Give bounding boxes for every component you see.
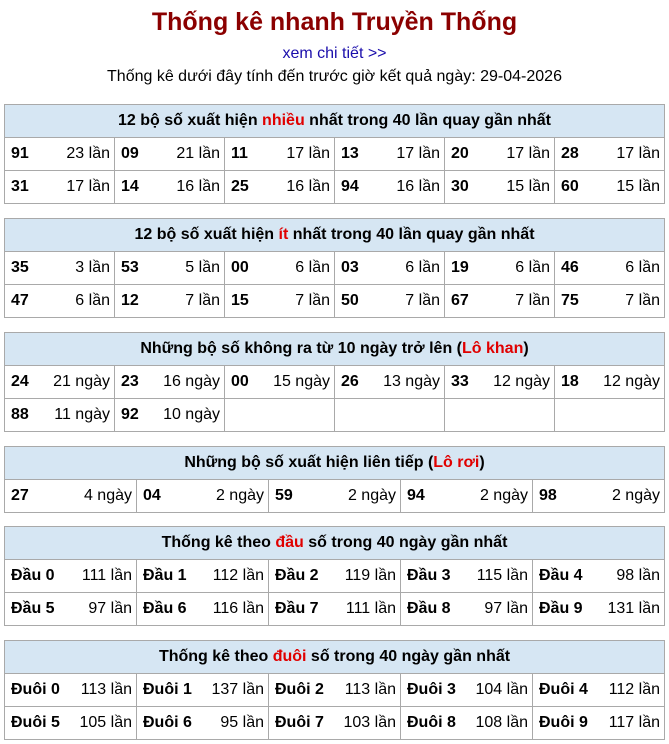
- stat-count: 117 lần: [608, 714, 660, 731]
- table-row: [5, 366, 665, 399]
- stat-cell: [269, 480, 401, 513]
- stat-cell: [137, 480, 269, 513]
- details-link[interactable]: xem chi tiết >>: [282, 45, 387, 62]
- stat-number: Đuôi 3: [407, 681, 456, 698]
- stat-count: 6 lần: [405, 259, 440, 276]
- stat-count: 111 lần: [81, 567, 132, 584]
- stat-count: 111 lần: [345, 600, 396, 617]
- stat-cell: [137, 674, 269, 707]
- stat-cell: [269, 707, 401, 740]
- stat-cell: [401, 593, 533, 626]
- stat-number: 59: [275, 487, 293, 504]
- stat-count: 16 ngày: [163, 373, 220, 390]
- stat-number: Đầu 0: [11, 567, 55, 584]
- stat-number: Đầu 4: [539, 567, 583, 584]
- stat-cell: [5, 593, 137, 626]
- heading-text: Những bộ số không ra từ 10 ngày trở lên (: [140, 340, 462, 357]
- stat-cell: [137, 593, 269, 626]
- stat-count: 16 lần: [176, 178, 220, 195]
- stat-count: 116 lần: [212, 600, 264, 617]
- stat-count: 3 lần: [75, 259, 110, 276]
- stat-count: 103 lần: [343, 714, 396, 731]
- stat-cell: [555, 366, 665, 399]
- stat-number: Đầu 8: [407, 600, 451, 617]
- stat-cell: [115, 366, 225, 399]
- stat-count: 12 ngày: [493, 373, 550, 390]
- stat-number: 35: [11, 259, 29, 276]
- stat-count: 17 lần: [396, 145, 440, 162]
- roi-heading: [5, 447, 665, 480]
- stat-count: 17 lần: [286, 145, 330, 162]
- duoi-heading: [5, 641, 665, 674]
- heading-highlight: nhiều: [262, 112, 305, 129]
- khan-heading: [5, 333, 665, 366]
- table-row: [5, 674, 665, 707]
- stat-cell: [335, 399, 445, 432]
- stat-count: 137 lần: [211, 681, 264, 698]
- table-row: [5, 138, 665, 171]
- heading-highlight: đuôi: [272, 648, 307, 665]
- stat-cell: [5, 399, 115, 432]
- stat-number: Đầu 6: [143, 600, 187, 617]
- lo-roi-section: [4, 446, 665, 513]
- stat-number: 19: [451, 259, 469, 276]
- stat-number: 53: [121, 259, 139, 276]
- stat-number: 00: [231, 373, 249, 390]
- stat-number: 26: [341, 373, 359, 390]
- stat-cell: [137, 560, 269, 593]
- stat-count: 113 lần: [344, 681, 396, 698]
- stat-count: 6 lần: [75, 292, 110, 309]
- stat-number: Đuôi 0: [11, 681, 60, 698]
- stat-number: 92: [121, 406, 139, 423]
- stat-number: 75: [561, 292, 579, 309]
- stat-cell: [335, 366, 445, 399]
- stat-cell: [401, 560, 533, 593]
- stat-number: 50: [341, 292, 359, 309]
- stat-number: Đầu 5: [11, 600, 55, 617]
- heading-text: ): [523, 340, 529, 357]
- stat-number: 18: [561, 373, 579, 390]
- stat-count: 7 lần: [625, 292, 660, 309]
- stat-number: 04: [143, 487, 161, 504]
- table-row: [5, 252, 665, 285]
- stat-cell: [555, 171, 665, 204]
- stat-cell: [115, 171, 225, 204]
- stat-count: 2 ngày: [611, 487, 660, 504]
- stat-number: 88: [11, 406, 29, 423]
- lo-khan-section: [4, 332, 665, 432]
- stat-number: 24: [11, 373, 29, 390]
- stat-number: Đuôi 8: [407, 714, 456, 731]
- stat-cell: [137, 707, 269, 740]
- stat-number: 30: [451, 178, 469, 195]
- least-heading: [5, 219, 665, 252]
- heading-highlight: Lô rơi: [433, 454, 480, 471]
- stat-count: 112 lần: [212, 567, 264, 584]
- stat-count: 105 lần: [79, 714, 132, 731]
- stat-number: Đầu 7: [275, 600, 319, 617]
- stat-count: 113 lần: [80, 681, 132, 698]
- stat-number: 67: [451, 292, 469, 309]
- stat-count: 21 ngày: [53, 373, 110, 390]
- stat-count: 15 ngày: [273, 373, 330, 390]
- stat-count: 7 lần: [185, 292, 220, 309]
- stat-count: 17 lần: [506, 145, 550, 162]
- stat-count: 119 lần: [344, 567, 396, 584]
- stat-cell: [5, 674, 137, 707]
- stat-cell: [269, 674, 401, 707]
- stat-count: 108 lần: [475, 714, 528, 731]
- stat-count: 13 ngày: [383, 373, 440, 390]
- stat-number: Đuôi 1: [143, 681, 192, 698]
- stat-count: 16 lần: [286, 178, 330, 195]
- table-row: [5, 707, 665, 740]
- stat-number: 94: [407, 487, 425, 504]
- stat-count: 7 lần: [295, 292, 330, 309]
- stat-count: 98 lần: [616, 567, 660, 584]
- heading-highlight: đầu: [275, 534, 304, 551]
- stat-number: Đuôi 9: [539, 714, 588, 731]
- stat-count: 2 ngày: [479, 487, 528, 504]
- stat-number: 25: [231, 178, 249, 195]
- table-row: [5, 560, 665, 593]
- least-frequent-section: [4, 218, 665, 318]
- stat-cell: [5, 252, 115, 285]
- stat-cell: [533, 674, 665, 707]
- stat-cell: [225, 138, 335, 171]
- stat-cell: [555, 252, 665, 285]
- stat-cell: [533, 560, 665, 593]
- stat-count: 5 lần: [185, 259, 220, 276]
- stat-cell: [115, 285, 225, 318]
- stat-count: 104 lần: [475, 681, 528, 698]
- stat-number: Đuôi 2: [275, 681, 324, 698]
- stat-number: 00: [231, 259, 249, 276]
- stat-cell: [401, 674, 533, 707]
- stat-number: 31: [11, 178, 29, 195]
- stat-cell: [335, 138, 445, 171]
- stat-number: 14: [121, 178, 139, 195]
- stat-count: 95 lần: [220, 714, 264, 731]
- stat-cell: [335, 285, 445, 318]
- stat-cell: [555, 285, 665, 318]
- heading-highlight: Lô khan: [462, 340, 524, 357]
- duoi-stats-section: [4, 640, 665, 740]
- heading-text: nhất trong 40 lần quay gần nhất: [288, 226, 535, 243]
- stat-cell: [225, 285, 335, 318]
- stat-number: Đầu 2: [275, 567, 319, 584]
- stat-number: Đuôi 4: [539, 681, 588, 698]
- stat-count: 131 lần: [607, 600, 660, 617]
- stat-number: 15: [231, 292, 249, 309]
- stat-number: 27: [11, 487, 29, 504]
- stat-number: 11: [231, 145, 248, 162]
- stat-cell: [335, 171, 445, 204]
- heading-text: Những bộ số xuất hiện liên tiếp (: [184, 454, 434, 471]
- stat-cell: [445, 366, 555, 399]
- stat-number: 23: [121, 373, 139, 390]
- table-row: [5, 593, 665, 626]
- stat-number: 46: [561, 259, 579, 276]
- most-heading: [5, 105, 665, 138]
- stat-cell: [225, 171, 335, 204]
- page-header: [0, 0, 669, 87]
- stat-number: 13: [341, 145, 359, 162]
- stat-number: Đuôi 5: [11, 714, 60, 731]
- stat-count: 15 lần: [506, 178, 550, 195]
- stat-cell: [115, 252, 225, 285]
- stat-cell: [225, 399, 335, 432]
- stat-count: 6 lần: [295, 259, 330, 276]
- table-row: [5, 285, 665, 318]
- stat-number: 91: [11, 145, 29, 162]
- stat-cell: [5, 560, 137, 593]
- duoi-table: [4, 640, 665, 740]
- stat-number: 47: [11, 292, 29, 309]
- stat-count: 115 lần: [476, 567, 528, 584]
- stat-number: Đuôi 6: [143, 714, 192, 731]
- heading-text: nhất trong 40 lần quay gần nhất: [304, 112, 551, 129]
- stat-cell: [445, 252, 555, 285]
- stat-cell: [5, 366, 115, 399]
- khan-table: [4, 332, 665, 432]
- stat-cell: [445, 138, 555, 171]
- stat-count: 15 lần: [616, 178, 660, 195]
- stat-count: 112 lần: [608, 681, 660, 698]
- stat-count: 12 ngày: [603, 373, 660, 390]
- stat-count: 7 lần: [405, 292, 440, 309]
- stat-count: 16 lần: [396, 178, 440, 195]
- stat-cell: [5, 707, 137, 740]
- stat-cell: [401, 707, 533, 740]
- heading-text: số trong 40 ngày gần nhất: [303, 534, 508, 551]
- heading-highlight: ít: [278, 226, 289, 243]
- stat-count: 2 ngày: [215, 487, 264, 504]
- stat-count: 23 lần: [66, 145, 110, 162]
- least-table: [4, 218, 665, 318]
- stat-number: 60: [561, 178, 579, 195]
- stat-cell: [5, 171, 115, 204]
- stat-number: 28: [561, 145, 579, 162]
- stat-cell: [445, 399, 555, 432]
- stat-cell: [269, 593, 401, 626]
- table-row: [5, 171, 665, 204]
- stat-count: 17 lần: [66, 178, 110, 195]
- table-row: [5, 480, 665, 513]
- stat-cell: [555, 399, 665, 432]
- stat-number: Đuôi 7: [275, 714, 324, 731]
- stat-count: 2 ngày: [347, 487, 396, 504]
- stat-cell: [115, 399, 225, 432]
- stat-cell: [445, 171, 555, 204]
- stat-count: 11 ngày: [54, 406, 110, 423]
- stat-count: 7 lần: [515, 292, 550, 309]
- table-row: [5, 399, 665, 432]
- heading-text: 12 bộ số xuất hiện: [134, 226, 279, 243]
- stat-count: 97 lần: [88, 600, 132, 617]
- page-title: Thống kê nhanh Truyền Thống: [151, 8, 518, 36]
- stat-count: 6 lần: [625, 259, 660, 276]
- roi-table: [4, 446, 665, 513]
- stat-cell: [5, 285, 115, 318]
- stat-count: 21 lần: [176, 145, 220, 162]
- stat-cell: [555, 138, 665, 171]
- dau-stats-section: [4, 526, 665, 626]
- page-subtitle: Thống kê dưới đây tính đến trước giờ kết quả ngày: 29-04-2026: [107, 68, 562, 85]
- stat-number: 98: [539, 487, 557, 504]
- stat-cell: [225, 252, 335, 285]
- stat-number: 09: [121, 145, 139, 162]
- heading-text: 12 bộ số xuất hiện: [118, 112, 263, 129]
- stat-cell: [335, 252, 445, 285]
- stat-number: 20: [451, 145, 469, 162]
- stat-number: Đầu 9: [539, 600, 583, 617]
- stat-cell: [401, 480, 533, 513]
- heading-text: ): [479, 454, 485, 471]
- stat-number: 94: [341, 178, 359, 195]
- stat-cell: [5, 480, 137, 513]
- stat-count: 10 ngày: [163, 406, 220, 423]
- stat-count: 4 ngày: [83, 487, 132, 504]
- stat-cell: [5, 138, 115, 171]
- stat-cell: [115, 138, 225, 171]
- stat-cell: [533, 593, 665, 626]
- stat-cell: [533, 707, 665, 740]
- stat-count: 17 lần: [616, 145, 660, 162]
- stat-number: Đầu 1: [143, 567, 187, 584]
- heading-text: Thống kê theo: [161, 534, 276, 551]
- dau-table: [4, 526, 665, 626]
- dau-heading: [5, 527, 665, 560]
- stat-cell: [445, 285, 555, 318]
- stat-number: Đầu 3: [407, 567, 451, 584]
- heading-text: Thống kê theo: [158, 648, 273, 665]
- stat-count: 97 lần: [484, 600, 528, 617]
- stat-cell: [225, 366, 335, 399]
- stat-count: 6 lần: [515, 259, 550, 276]
- stat-number: 03: [341, 259, 359, 276]
- stat-cell: [533, 480, 665, 513]
- most-table: [4, 104, 665, 204]
- stat-number: 12: [121, 292, 139, 309]
- stat-cell: [269, 560, 401, 593]
- most-frequent-section: [4, 104, 665, 204]
- stat-number: 33: [451, 373, 469, 390]
- heading-text: số trong 40 ngày gần nhất: [306, 648, 511, 665]
